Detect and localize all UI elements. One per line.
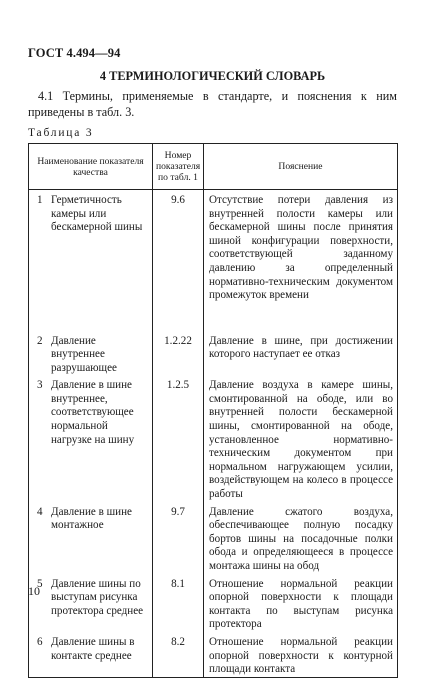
table-header-row xyxy=(29,144,398,190)
column-header-explanation: Пояснение xyxy=(204,144,398,190)
term-name: Давление в шине внутреннее, соответствующее нормальной нагрузке на шину xyxy=(51,379,135,446)
column-header-name: Наименование показателя качества xyxy=(29,144,153,190)
table-caption: Таблица 3 xyxy=(28,127,94,139)
term-name: Герметичность камеры или бескамерной шины xyxy=(51,194,143,234)
table-row xyxy=(29,502,398,574)
term-cell xyxy=(29,375,153,501)
indicator-number: 8.1 xyxy=(153,574,204,632)
row-number: 3 xyxy=(37,379,43,392)
row-number: 2 xyxy=(37,334,43,347)
term-name: Давление шины в контакте среднее xyxy=(51,635,135,662)
column-header-code: Номер показателя по табл. 1 xyxy=(153,144,204,190)
term-explanation: Давление в шине, при достижении которого наступает ее отказ xyxy=(204,331,398,376)
document-header: ГОСТ 4.494—94 xyxy=(28,46,121,60)
term-cell xyxy=(29,190,153,331)
terminology-table xyxy=(28,143,398,678)
table-row xyxy=(29,632,398,677)
table-row xyxy=(29,375,398,501)
table-row xyxy=(29,574,398,632)
term-explanation: Отношение нормальной реакции опорной поверхности к площади контакта по выступам рисунка протектора xyxy=(204,574,398,632)
table-row xyxy=(29,331,398,376)
row-number: 6 xyxy=(37,635,43,648)
row-number: 5 xyxy=(37,577,43,590)
term-name: Давление внутреннее разрушающее xyxy=(51,334,117,374)
term-explanation: Отношение нормальной реакции опорной поверхности к контурной площади контакта xyxy=(204,632,398,677)
indicator-number: 1.2.22 xyxy=(153,331,204,376)
row-number: 1 xyxy=(37,194,43,206)
table-row xyxy=(29,190,398,331)
term-cell xyxy=(29,502,153,574)
intro-paragraph: 4.1 Термины, применяемые в стандарте, и пояснения к ним приведены в табл. 3. xyxy=(28,89,397,119)
term-explanation: Давление сжатого воздуха, обеспечивающее полную посадку бортов шины на посадочные полки обода и определяющееся в процессе монтажа шины на обод xyxy=(204,502,398,574)
term-cell xyxy=(29,331,153,376)
indicator-number: 9.7 xyxy=(153,502,204,574)
indicator-number: 8.2 xyxy=(153,632,204,677)
indicator-number: 9.6 xyxy=(153,190,204,331)
term-cell xyxy=(29,632,153,677)
term-cell xyxy=(29,574,153,632)
page-number: 10 xyxy=(28,584,40,598)
indicator-number: 1.2.5 xyxy=(153,375,204,501)
row-number: 4 xyxy=(37,505,43,518)
term-name: Давление шины по выступам рисунка протектора среднее xyxy=(51,577,144,617)
term-explanation: Отсутствие потери давления из внутренней полости камеры или бескамерной шины после принятия шиной конфигурации поверхности, соответствующей заданному давлению за определенный нормативно-техническим документом промежуток времени xyxy=(204,190,398,331)
term-name: Давление в шине монтажное xyxy=(51,505,132,532)
section-title: 4 ТЕРМИНОЛОГИЧЕСКИЙ СЛОВАРЬ xyxy=(99,69,326,83)
term-explanation: Давление воздуха в камере шины, смонтированной на ободе, или во внутренней полости бескамерной шины, смонтированной на ободе, установленное нормативно-техническим документом при нормальном нагружающем усилии, воздействующем на колесо в процессе работы xyxy=(204,375,398,501)
